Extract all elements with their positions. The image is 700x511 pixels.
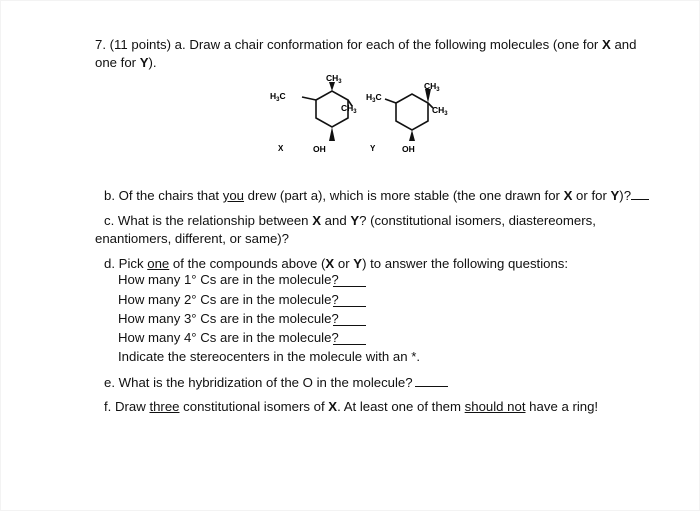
part-d-q1-blank[interactable] [333, 275, 366, 287]
molecule-figure [0, 0, 700, 170]
part-f-text-4: have a ring! [525, 399, 599, 414]
part-d-q5-text: Indicate the stereocenters in the molecule with an *. [118, 349, 421, 364]
part-f [104, 399, 598, 415]
part-d-text: d. Pick [104, 256, 148, 271]
q7-text-2: one for [95, 55, 140, 70]
molecule-y-bottom-group: OH [402, 144, 415, 154]
part-c-x: X [312, 213, 321, 228]
part-d-text-3: ) to answer the following questions: [362, 256, 569, 271]
molecule-y-wedge-top [425, 89, 431, 103]
molecule-x-label: X [278, 144, 284, 153]
part-d-q4-blank[interactable] [333, 333, 366, 345]
molecule-y-label: Y [370, 144, 376, 153]
part-b-you: you [222, 188, 245, 203]
part-c-and: and [320, 213, 351, 228]
part-f-text-2: constitutional isomers of [179, 399, 329, 414]
part-e-text: e. What is the hybridization of the O in the molecule? [104, 375, 413, 390]
part-e [104, 375, 448, 391]
part-e-answer-blank[interactable] [415, 375, 448, 387]
part-c-line-1 [104, 213, 596, 229]
molecule-x-top-group: $CH_3$ [326, 73, 342, 85]
molecule-y-ring [396, 94, 428, 130]
molecule-x-bottom-group: OH [313, 144, 326, 154]
part-d-or: or [334, 256, 354, 271]
part-f-text: f. Draw [104, 399, 150, 414]
molecule-x-wedge-top [329, 82, 335, 91]
part-b-text-3: )? [619, 188, 632, 203]
part-b-y: Y [610, 188, 620, 203]
part-c-line-2 [95, 231, 289, 247]
molecule-x-left-group: $H_3C$ [270, 91, 286, 103]
part-d-q1 [118, 272, 339, 288]
part-d-q4 [118, 330, 339, 346]
part-b-text-2: drew (part a), which is more stable (the one drawn for [244, 188, 564, 203]
part-d-q4-text: How many 4° Cs are in the molecule? [118, 330, 339, 345]
molecule-x-right-group: $CH_3$ [341, 103, 357, 115]
part-d-q2 [118, 292, 339, 308]
part-f-x: X [328, 399, 338, 414]
part-d [104, 256, 568, 272]
part-d-q1-text: How many 1° Cs are in the molecule? [118, 272, 339, 287]
part-c-y: Y [350, 213, 360, 228]
q7-text: 7. (11 points) a. Draw a chair conformation for each of the following molecules (one for [95, 37, 602, 52]
part-b-x: X [563, 188, 573, 203]
molecule-y-right-group: $CH_3$ [432, 105, 448, 117]
molecule-y-left-group: $H_3C$ [366, 92, 382, 104]
q7-x-label: X [602, 37, 611, 52]
part-d-q3-blank[interactable] [333, 314, 366, 326]
q7-and: and [610, 37, 637, 52]
molecule-y-top-group: $CH_3$ [424, 81, 440, 93]
q7-text-3: ). [148, 55, 157, 70]
part-d-q3 [118, 311, 339, 327]
part-d-x: X [325, 256, 335, 271]
part-b-text: b. Of the chairs that [104, 188, 223, 203]
molecule-y-structure [385, 89, 433, 141]
part-c-text-2: ? (constitutional isomers, diastereomers, [359, 213, 596, 228]
part-c-text-3: enantiomers, different, or same)? [95, 231, 290, 246]
part-d-q5 [118, 349, 420, 365]
molecule-x-wedge-bottom [329, 127, 335, 141]
part-b-or: or for [572, 188, 611, 203]
part-d-q3-text: How many 3° Cs are in the molecule? [118, 311, 339, 326]
molecule-x-bond-left [302, 97, 316, 100]
part-d-y: Y [353, 256, 363, 271]
part-d-text-2: of the compounds above ( [169, 256, 326, 271]
part-f-text-3: . At least one of them [337, 399, 465, 414]
molecule-y-bond-left [385, 99, 396, 103]
part-d-q2-text: How many 2° Cs are in the molecule? [118, 292, 339, 307]
part-f-three: three [149, 399, 180, 414]
part-b-answer-blank[interactable] [631, 188, 649, 200]
part-f-should-not: should not [464, 399, 526, 414]
part-d-one: one [147, 256, 170, 271]
part-c-text: c. What is the relationship between [104, 213, 313, 228]
molecule-y-wedge-bottom [409, 130, 415, 141]
part-b [104, 188, 649, 204]
part-d-q2-blank[interactable] [333, 295, 366, 307]
q7-y-label: Y [139, 55, 149, 70]
